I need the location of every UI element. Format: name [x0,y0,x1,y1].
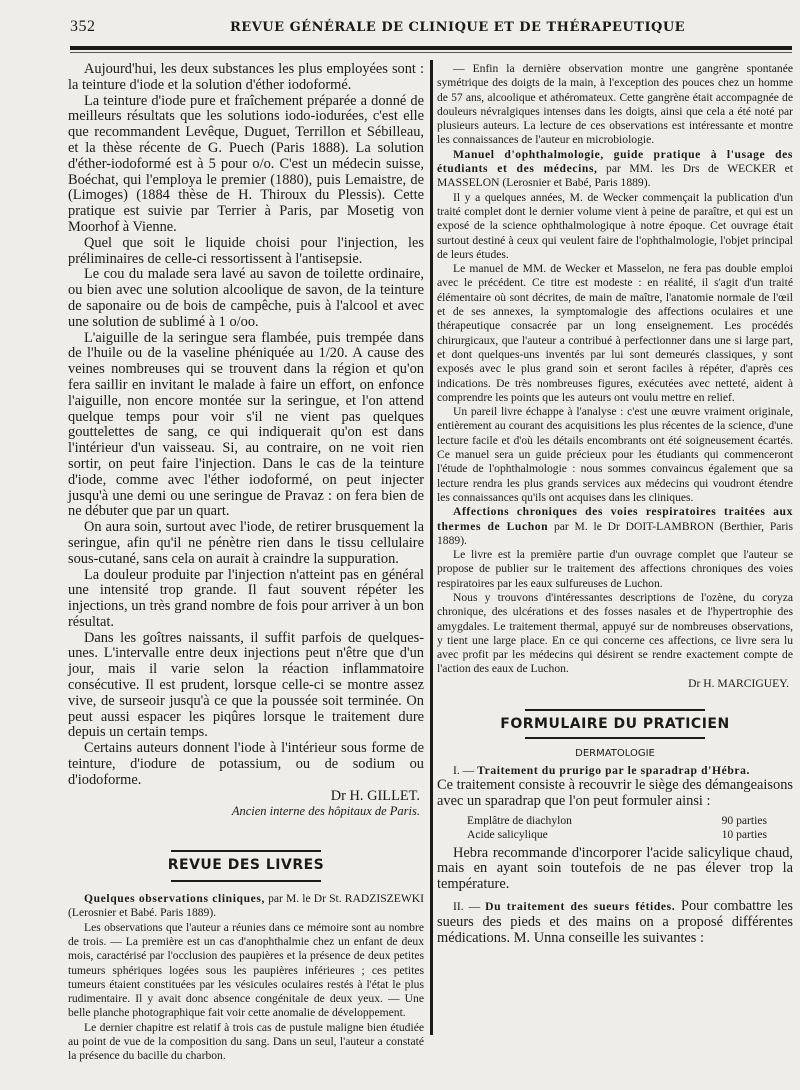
recipe-table [467,814,767,842]
ingredient-amount: 10 parties [721,827,767,841]
paragraph: La teinture d'iode pure et fraîchement préparée a donné de meilleurs résultats que les solutions iodo-iodurées, c'est elle que recommandent Levêque, Duguet, Terrillon et Sébilleau, et la thèse récente de G. Puech (Paris 1888). La solution d'éther-iodoformé est à 5 pour o/o. C'est un médecin suisse, Boéchat, qui l'employa le premier (1880), puis Lemaistre, de (Limoges) (1884 thèse de H. Thiroux du Plessis). Cette pratique est suivie par Terrier à Paris, par Mosetig von Moorhof à Vienne. [68,92,424,235]
section-rule [525,737,705,739]
book-title: Affections chroniques des voies respiratoires traitées aux thermes de Luchon [437,505,793,533]
paragraph: Nous y trouvons d'intéressantes descriptions de l'ozène, du coryza chronique, des ulcérations et des fosses nasales et de l'hypertrophie des amygdales. Le traitement thermal, appuyé sur de nombreuses observations, y tient une large place. En ce qui concerne ces affections, ce livre sera lu avec profit par les médecins qui désirent se rendre exactement compte de l'action des eaux de Luchon. [437,590,793,676]
section-heading-text: FORMULAIRE DU PRATICIEN [500,716,730,733]
paragraph: Les observations que l'auteur a réunies dans ce mémoire sont au nombre de trois. — La première est un cas d'anophthalmie chez un enfant de deux mois, caractérisé par l'occlusion des paupières et la présence de deux petites tumeurs sphériques logées sous les paupières inférieures ; ces petites tumeurs étaient constituées par les vésicules oculaires restés à l'état le plus rudimentaire. Il y avait donc absence congénitale de deux yeux. — Une belle planche photographique fait voir cette anomalie de développement. [68,920,424,1020]
item-title: Traitement du prurigo par le sparadrap d'Hébra. [477,763,751,777]
ingredient-amount: 90 parties [721,813,767,827]
signature: Dr H. GILLET. [330,787,420,804]
paragraph: La douleur produite par l'injection n'atteint pas en général une intensité trop grande. Il faut souvent répéter les injections, un très grand nombre de fois pour arriver à un bon résultat. [68,566,424,630]
header-rule-thin [70,52,792,53]
column-divider [430,60,433,1035]
paragraph: — Enfin la dernière observation montre une gangrène spontanée symétrique des doigts de la main, à l'exception des pouces chez un homme de 57 ans, alcoolique et athéromateux. Cette gangrène était accompagnée de douleurs névralgiques intenses dans les doigts, ainsi que cela a été noté par plusieurs auteurs. La lecture de ces observations est intéressante et montre les connaissances de l'auteur en microbiologie. [437,62,793,147]
paragraph: Certains auteurs donnent l'iode à l'intérieur sous forme de teinture, d'iodure de potassium, ou de sodium ou d'iodoforme. [68,740,424,788]
section-heading-text: REVUE DES LIVRES [167,857,325,874]
subcategory-label: DERMATOLOGIE [575,748,655,760]
paragraph: Le manuel de MM. de Wecker et Masselon, ne fera pas double emploi avec le précédent. Ce titre est modeste : en réalité, il s'agit d'un traité élémentaire où sont décrites, de main de maître, l'anatomie normale de l'œil et de ses annexes, la symptomalogie des affections oculaires et une thérapeutique consacrée par un long enseignement. Les procédés chirurgicaux, que l'auteur a contribué à perfectionner dans une si large part, et dont quelques-uns inventés par lui sont demeurés classiques, y sont exposés avec le plus grand soin et seront faciles à répéter, d'après ces indications. De très nombreuses figures, exécutées avec netteté, aident à comprendre les points que les auteurs ont voulu mettre en relief. [437,262,793,404]
section-rule [525,709,705,711]
book-citation: par MM. les Drs de WECKER et MASSELON (Lerosnier et Babé, Paris 1889). [437,162,793,190]
recipe-row [467,828,767,842]
signature: Dr H. MARCIGUEY. [688,676,789,690]
formula-item-title [437,764,793,778]
paragraph: Le dernier chapitre est relatif à trois cas de pustule maligne bien étudiée au point de vue de la composition du sang. Dans un seul, l'auteur a constaté la présence du bacille du charbon. [68,1020,424,1063]
recipe-row [467,814,767,828]
book-entry-title [68,892,424,921]
book-entry-title [437,148,793,191]
signature-affiliation: Ancien interne des hôpitaux de Paris. [231,804,420,819]
section-heading [437,709,793,739]
item-number: I. — [453,763,478,777]
paragraph: On aura soin, surtout avec l'iode, de retirer brusquement la seringue, afin qu'il ne pénètre rien dans le tissu cellulaire sous-cutané, sans cela on aurait à craindre la suppuration. [68,519,424,567]
section-heading [68,850,424,882]
paragraph: Un pareil livre échappe à l'analyse : c'est une œuvre vraiment originale, entièrement au courant des acquisitions les plus récentes de la science, d'une lecture facile et d'où les détails encombrants ont été soigneusement écartés. Ce manuel sera un guide précieux pour les étudiants qui commenceront l'étude de l'ophthalmologie : nous sommes convaincus également que sa lecture rendra les plus grands services aux médecins qui voudront étendre les connaissances qu'ils ont acquises dans les cliniques. [437,405,793,504]
book-entry-title [437,505,793,548]
page-header [70,18,792,38]
page-number: 352 [70,18,96,35]
book-citation: par M. le Dr DOIT-LAMBRON (Berthier, Paris 1889). [437,519,794,547]
paragraph: Ce traitement consiste à recouvrir le siège des démangeaisons avec un sparadrap que l'on peut formuler ainsi : [437,776,793,809]
paragraph: Le cou du malade sera lavé au savon de toilette ordinaire, ou bien avec une solution alcoolique de savon, de la teinture de saponaire ou de bois de campêche, puis à l'alcool et avec une solution de sublimé à 1 o/oo. [68,266,424,330]
paragraph: Dans les goîtres naissants, il suffit parfois de quelques-unes. L'intervalle entre deux injections peut n'être que d'un jour, mais il varie selon la réaction inflammatoire consécutive. Il est prudent, lorsque celle-ci se montre assez vive, de surseoir jusqu'à ce que la poussée soit terminée. On peut aussi espacer les piqûres lorsque le traitement dure depuis un certain temps. [68,629,424,741]
item-number: II. — [453,899,486,913]
formula-item [437,899,793,946]
header-rule [70,46,792,50]
paragraph: Il y a quelques années, M. de Wecker commençait la publication d'un traité complet dont le dernier volume vient à peine de paraître, et qui est un exposé de la science ophthalmologique à notre époque. Cet ouvrage était surtout destiné à ceux qui veulent faire de l'ophthalmologie, l'objet principal de leurs études. [437,190,793,261]
ingredient-name: Emplâtre de diachylon [467,813,572,827]
book-title: Manuel d'ophthalmologie, guide pratique à l'usage des étudiants et des médecins, [437,147,793,176]
section-rule [171,850,321,852]
paragraph: Hebra recommande d'incorporer l'acide salicylique chaud, mais en ayant soin toutefois de ne pas élever trop la température. [437,844,793,893]
book-citation: par M. le Dr St. RADZISZEWKI (Lerosnier et Babé. Paris 1889). [68,892,424,920]
paragraph: Le livre est la première partie d'un ouvrage complet que l'auteur se propose de publier sur le traitement des affections chroniques des voies respiratoires par les eaux sulfureuses de Luchon. [437,548,793,590]
running-head: REVUE GÉNÉRALE DE CLINIQUE ET DE THÉRAPEUTIQUE [230,20,686,35]
item-text: Pour combattre les sueurs des pieds et des mains on a proposé différentes médications. M. Unna conseille les suivantes : [437,897,793,946]
ingredient-name: Acide salicylique [467,827,548,841]
left-column [68,62,424,1064]
book-title: Quelques observations cliniques, [84,892,265,906]
paragraph: L'aiguille de la seringue sera flambée, puis trempée dans de l'huile ou de la vaseline phéniquée au 1/20. A cause des veines nombreuses qui se trouvent dans la région et qu'on fera saillir en invitant le malade à faire un effort, on enfonce l'aiguille, non encore montée sur la seringue, et l'on attend quelque temps pour voir s'il ne vient pas quelques gouttelettes de sang, ce qui indiquerait qu'on est dans l'intérieur d'un vaisseau. Si, au contraire, on ne voit rien sortir, on peut faire l'injection. Dans le cas de la teinture d'iode, comme avec l'éther iodoformé, on peut injecter jusqu'à une demi ou une seringue de Pravaz : on fera bien de ne débuter que par un quart. [68,329,424,520]
paragraph: Quel que soit le liquide choisi pour l'injection, les préliminaires de celle-ci ressortissent à l'antisepsie. [68,234,424,267]
paragraph: Aujourd'hui, les deux substances les plus employées sont : la teinture d'iode et la solution d'éther iodoformé. [68,61,424,93]
item-title: Du traitement des sueurs fétides. [485,899,676,913]
right-column [437,62,793,946]
